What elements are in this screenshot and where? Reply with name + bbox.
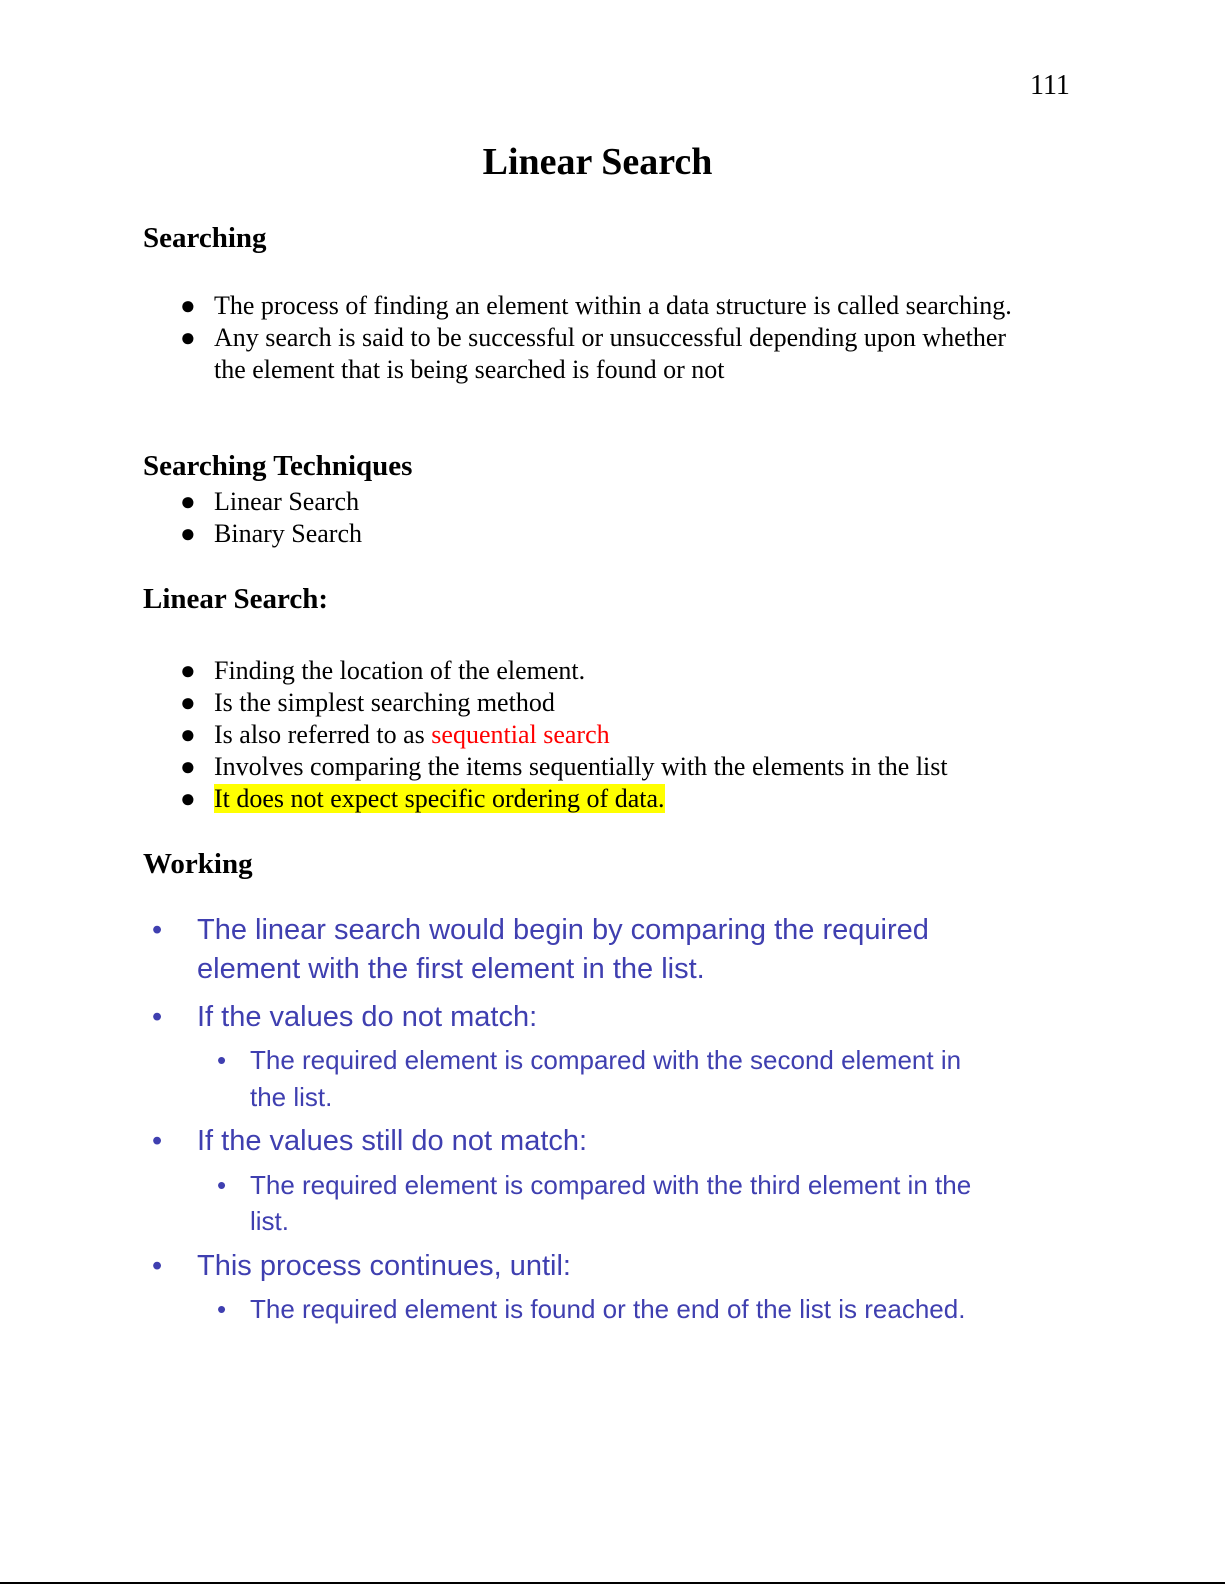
heading-searching-techniques: Searching Techniques bbox=[143, 450, 413, 482]
bullet-icon: • bbox=[152, 1250, 163, 1282]
bullet-icon: ● bbox=[180, 323, 196, 352]
list-item: ● Is the simplest searching method bbox=[180, 688, 555, 717]
bullet-icon: ● bbox=[180, 720, 196, 749]
searching-list bbox=[170, 290, 1020, 386]
bullet-icon: ● bbox=[180, 688, 196, 717]
slide-line: The linear search would begin by comparing the required bbox=[197, 914, 929, 946]
page-bottom-rule bbox=[0, 1582, 1225, 1584]
slide-line: This process continues, until: bbox=[197, 1250, 571, 1282]
bullet-icon: ● bbox=[180, 752, 196, 781]
list-item: ● The process of finding an element within a data structure is called searching. bbox=[180, 291, 1012, 320]
bullet-icon: ● bbox=[180, 656, 196, 685]
sub-bullet-icon: • bbox=[217, 1294, 227, 1324]
bullet-icon: • bbox=[152, 1125, 163, 1157]
slide-line: If the values do not match: bbox=[197, 1001, 538, 1033]
list-item: ● Binary Search bbox=[180, 519, 363, 548]
working-slide-image bbox=[150, 900, 1090, 1340]
sub-bullet-icon: • bbox=[217, 1045, 227, 1075]
bullet-icon: ● bbox=[180, 519, 196, 548]
slide-line: The required element is found or the end of the list is reached. bbox=[250, 1294, 966, 1324]
bullet-icon: ● bbox=[180, 291, 196, 320]
bullet-icon: ● bbox=[180, 487, 196, 516]
list-item bbox=[170, 783, 1070, 815]
heading-working: Working bbox=[143, 848, 253, 880]
page-number: 111 bbox=[1030, 70, 1070, 101]
list-item: ● Finding the location of the element. bbox=[180, 656, 586, 685]
highlighted-text: It does not expect specific ordering of data. bbox=[214, 784, 665, 813]
techniques-list bbox=[170, 486, 1020, 550]
sequential-search-term: sequential search bbox=[431, 720, 610, 749]
heading-linear-search: Linear Search: bbox=[143, 583, 329, 615]
sub-bullet-icon: • bbox=[217, 1170, 227, 1200]
bullet-icon: ● bbox=[180, 784, 196, 813]
slide-line: the list. bbox=[250, 1082, 333, 1112]
bullet-icon: • bbox=[152, 914, 163, 946]
slide-line: The required element is compared with the second element in bbox=[250, 1045, 962, 1075]
linear-search-list bbox=[170, 655, 1070, 815]
slide-line: element with the first element in the list. bbox=[197, 953, 705, 985]
bullet-icon: • bbox=[152, 1001, 163, 1033]
page-title: Linear Search bbox=[482, 141, 713, 183]
heading-searching: Searching bbox=[143, 222, 267, 254]
list-item: ● Involves comparing the items sequentially with the elements in the list bbox=[180, 752, 948, 781]
list-item: ● Is also referred to as sequential search bbox=[180, 720, 610, 749]
list-item: ● Linear Search bbox=[180, 487, 360, 516]
slide-line: list. bbox=[250, 1206, 289, 1236]
slide-line: If the values still do not match: bbox=[197, 1125, 588, 1157]
slide-line: The required element is compared with the third element in the bbox=[250, 1170, 972, 1200]
list-item: ● Any search is said to be successful or unsuccessful depending upon whether the element that is being searched is found or not bbox=[180, 323, 1007, 384]
